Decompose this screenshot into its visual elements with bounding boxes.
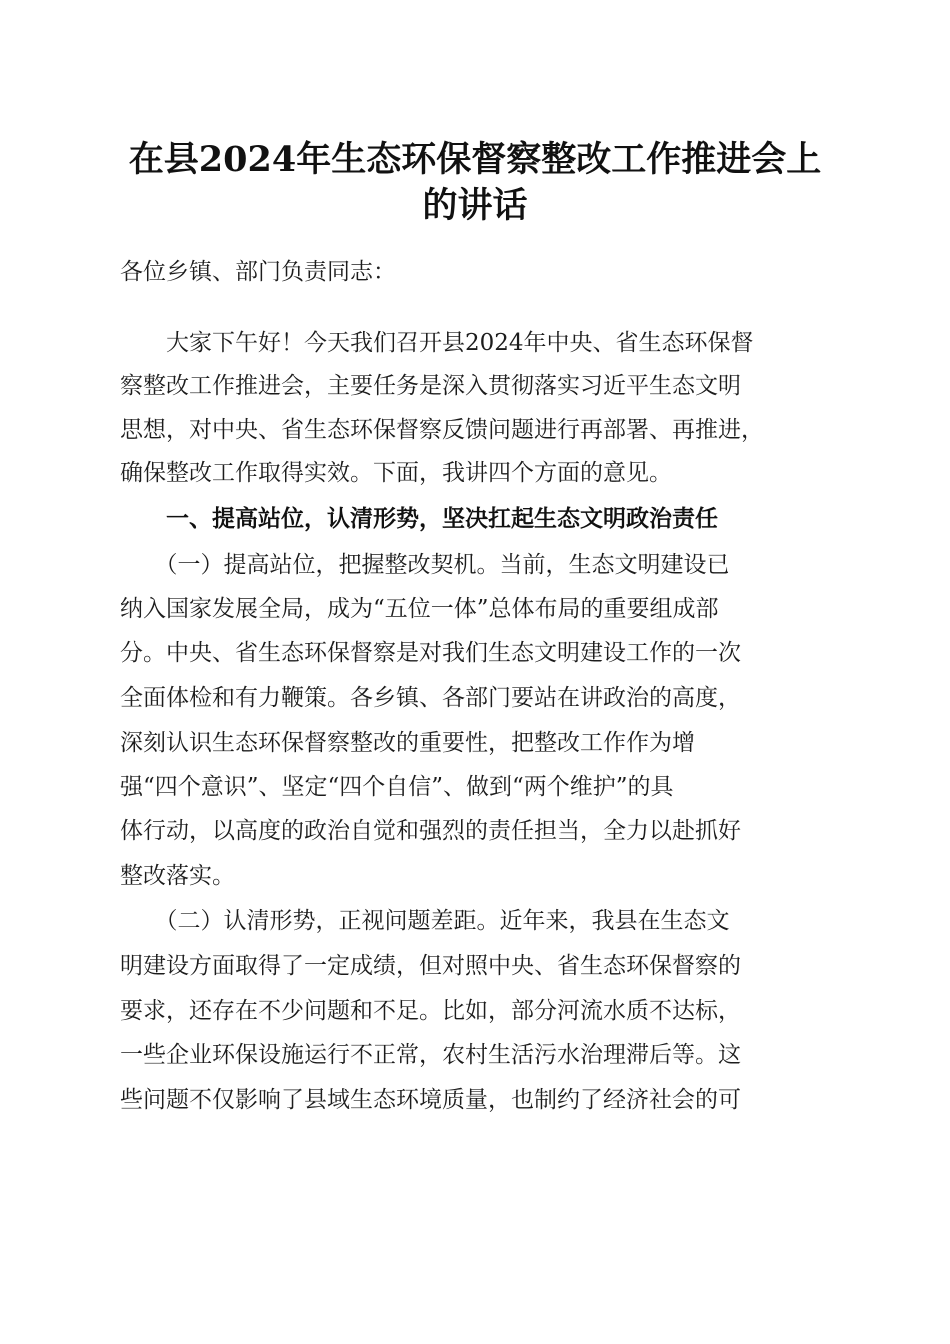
body-line: 一些企业环保设施运行不正常，农村生活污水治理滞后等。这 <box>120 1042 741 1068</box>
body-line: 深刻认识生态环保督察整改的重要性，把整改工作作为增 <box>120 730 695 756</box>
body-line: 察整改工作推进会，主要任务是深入贯彻落实习近平生态文明 <box>120 373 741 399</box>
document-title-line-1: 在县2024年生态环保督察整改工作推进会上 <box>128 139 822 180</box>
body-line: 纳入国家发展全局，成为“五位一体”总体布局的重要组成部 <box>120 596 719 622</box>
body-line: 强“四个意识”、坚定“四个自信”、做到“两个维护”的具 <box>120 774 674 800</box>
section-heading: 一、提高站位，认清形势，坚决扛起生态文明政治责任 <box>120 506 718 532</box>
salutation: 各位乡镇、部门负责同志： <box>120 259 396 285</box>
body-line: 整改落实。 <box>120 863 235 889</box>
body-line: 大家下午好！今天我们召开县2024年中央、省生态环保督 <box>120 330 754 356</box>
body-line: 确保整改工作取得实效。下面，我讲四个方面的意见。 <box>120 460 672 486</box>
body-line: （二）认清形势，正视问题差距。近年来，我县在生态文 <box>120 908 730 934</box>
document-title-line-2: 的讲话 <box>422 185 528 226</box>
body-line: 要求，还存在不少问题和不足。比如，部分河流水质不达标， <box>120 998 741 1024</box>
body-line: （一）提高站位，把握整改契机。当前，生态文明建设已 <box>120 552 730 578</box>
body-line: 些问题不仅影响了县域生态环境质量，也制约了经济社会的可 <box>120 1087 741 1113</box>
body-line: 体行动，以高度的政治自觉和强烈的责任担当，全力以赴抓好 <box>120 818 741 844</box>
body-line: 全面体检和有力鞭策。各乡镇、各部门要站在讲政治的高度， <box>120 685 741 711</box>
body-line: 思想，对中央、省生态环保督察反馈问题进行再部署、再推进， <box>120 417 764 443</box>
body-line: 明建设方面取得了一定成绩，但对照中央、省生态环保督察的 <box>120 953 741 979</box>
body-line: 分。中央、省生态环保督察是对我们生态文明建设工作的一次 <box>120 640 741 666</box>
